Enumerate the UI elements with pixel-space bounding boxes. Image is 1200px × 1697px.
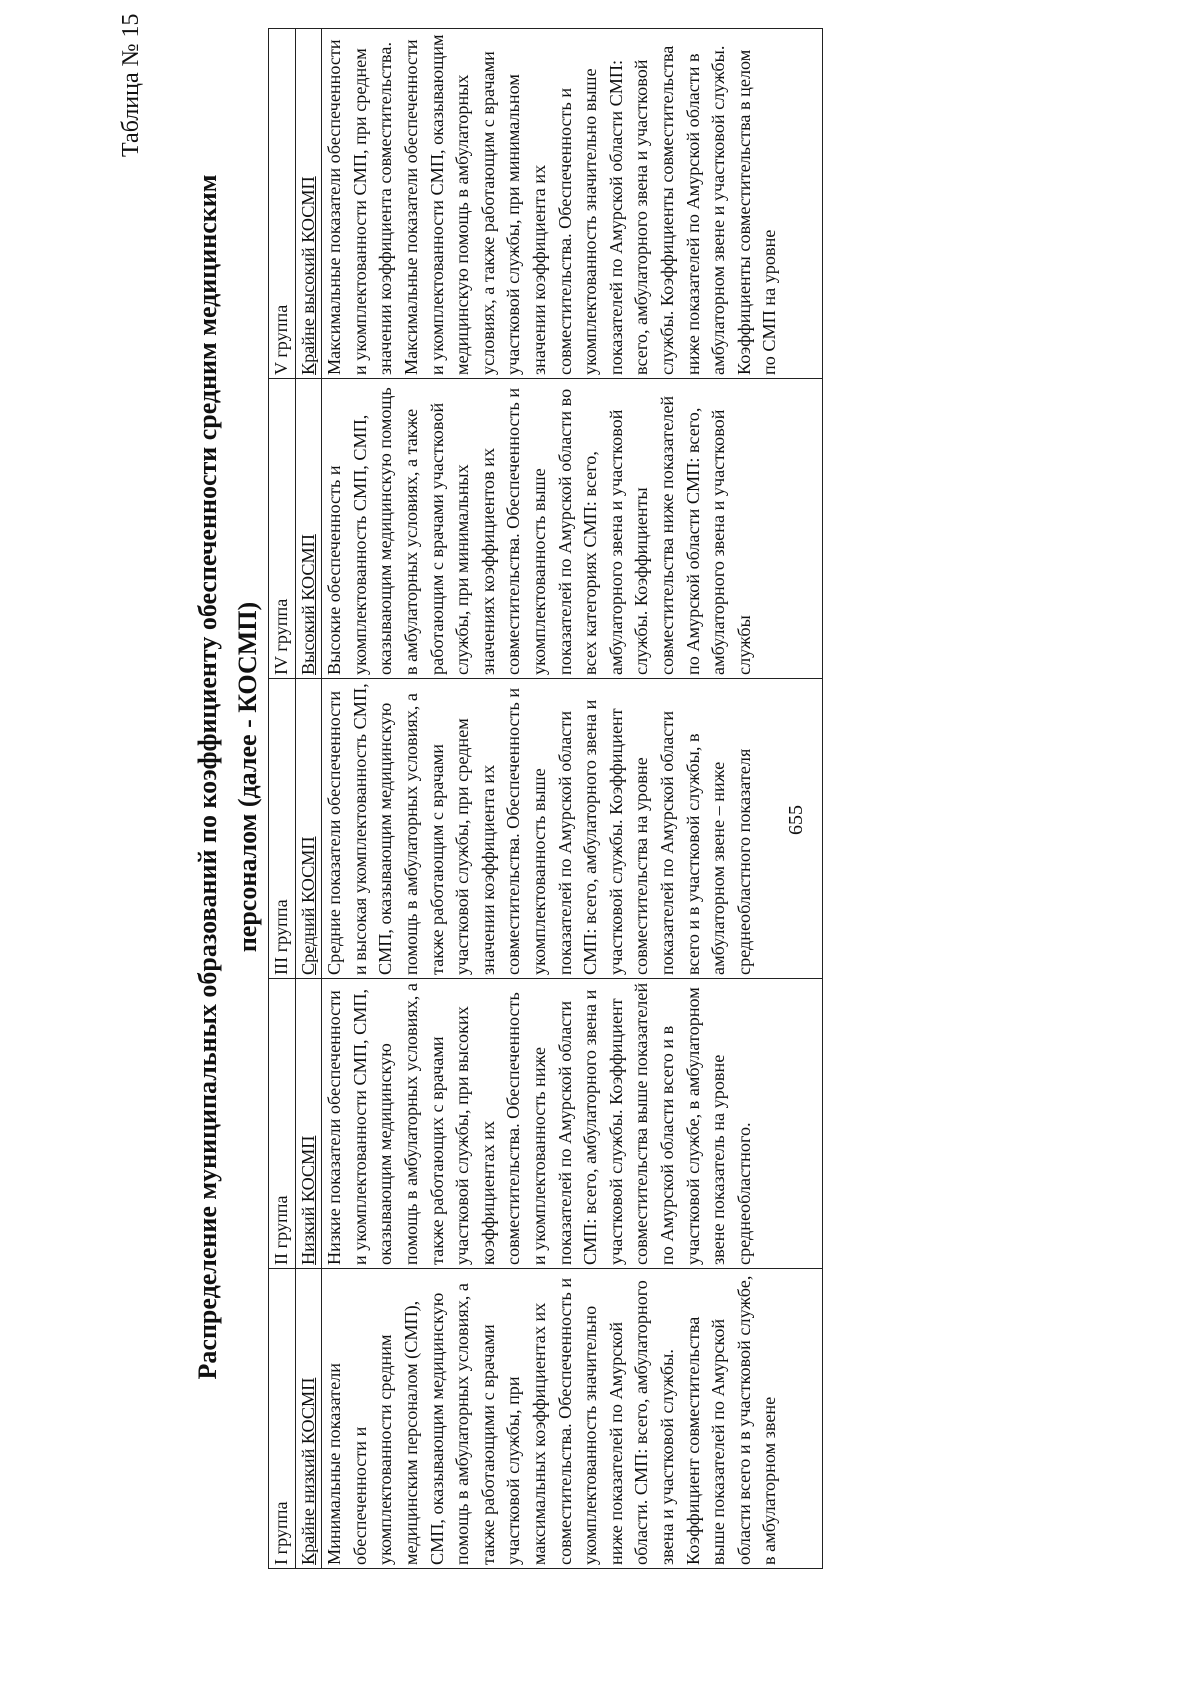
- table-title-continued: персоналом (далее - КОСМП): [233, 601, 262, 953]
- group-description: Максимальные показатели обеспеченности и укомплектованности СМП, при среднем значении коэффициента совместительства. Максимальные показатели обеспеченности и укомплектованности СМП, оказывающим медицинскую помощь в амбулаторных условиях, а также работающим с врачами участковой службы, при минимальном значении коэффициента их совместительства. Обеспеченность и укомплектованность значительно выше показателей по Амурской области СМП: всего, амбулаторного звена и участковой службы. Коэффициенты совместительства ниже показателей по Амурской области в амбулаторном звене и участковой службы. Коэффициенты совместительства в целом по СМП на уровне: [322, 29, 823, 379]
- group-header: II группа: [269, 979, 296, 1269]
- group-description: Высокие обеспеченность и укомплектованность СМП, СМП, оказывающим медицинскую помощь в амбулаторных условиях, а также работающим с врачами участковой службы, при минимальных значениях коэффициентов их совместительства. Обеспеченность и укомплектованность выше показателей по Амурской области во всех категориях СМП: всего, амбулаторного звена и участковой службы. Коэффициенты совместительства ниже показателей по Амурской области СМП: всего, амбулаторного звена и участковой службы: [322, 379, 823, 679]
- groups-table: [268, 28, 823, 1569]
- table-label: Таблица № 15: [118, 13, 144, 157]
- group-header: I группа: [269, 1269, 296, 1569]
- group-header: IV группа: [269, 379, 296, 679]
- level-label: Низкий КОСМП: [297, 1135, 318, 1265]
- level-row: [295, 29, 322, 1569]
- group-header: V группа: [269, 29, 296, 379]
- table-title: Распределение муниципальных образований по коэффициенту обеспеченности средним медицинским: [193, 174, 222, 1380]
- group-description: Низкие показатели обеспеченности и укомплектованности СМП, СМП, оказывающим медицинскую помощь в амбулаторных условиях, а также работающих с врачами участковой службы, при высоких коэффициентах их совместительства. Обеспеченность и укомплектованность ниже показателей по Амурской области СМП: всего, амбулаторного звена и участковой службы. Коэффициент совместительства выше показателей по Амурской области всего и в участковой службе, в амбулаторном звене показатель на уровне среднеобластного.: [322, 979, 823, 1269]
- level-label: Средний КОСМП: [297, 836, 318, 975]
- group-header-row: [269, 29, 296, 1569]
- level-label: Крайне высокий КОСМП: [297, 176, 318, 375]
- group-header: III группа: [269, 679, 296, 979]
- page-number: 655: [785, 805, 807, 835]
- level-label: Крайне низкий КОСМП: [297, 1377, 318, 1565]
- description-row: [322, 29, 823, 1569]
- group-description: Средние показатели обеспеченности и высокая укомплектованность СМП, СМП, оказывающим медицинскую помощь в амбулаторных условиях, а также работающим с врачами участковой службы, при среднем значении коэффициента их совместительства. Обеспеченность и укомплектованность выше показателей по Амурской области СМП: всего, амбулаторного звена и участковой службы. Коэффициент совместительства на уровне показателей по Амурской области всего и в участковой службы, в амбулаторном звене – ниже среднеобластного показателя: [322, 679, 823, 979]
- level-label: Высокий КОСМП: [297, 534, 318, 675]
- group-description: Минимальные показатели обеспеченности и укомплектованности средним медицинским персоналом (СМП), СМП, оказывающим медицинскую помощь в амбулаторных условиях, а также работающими с врачами участковой службы, при максимальных коэффициентах их совместительства. Обеспеченность и укомплектованность значительно ниже показателей по Амурской области. СМП: всего, амбулаторного звена и участковой службы. Коэффициент совместительства выше показателей по Амурской области всего и в участковой службе, в амбулаторном звене: [322, 1269, 823, 1569]
